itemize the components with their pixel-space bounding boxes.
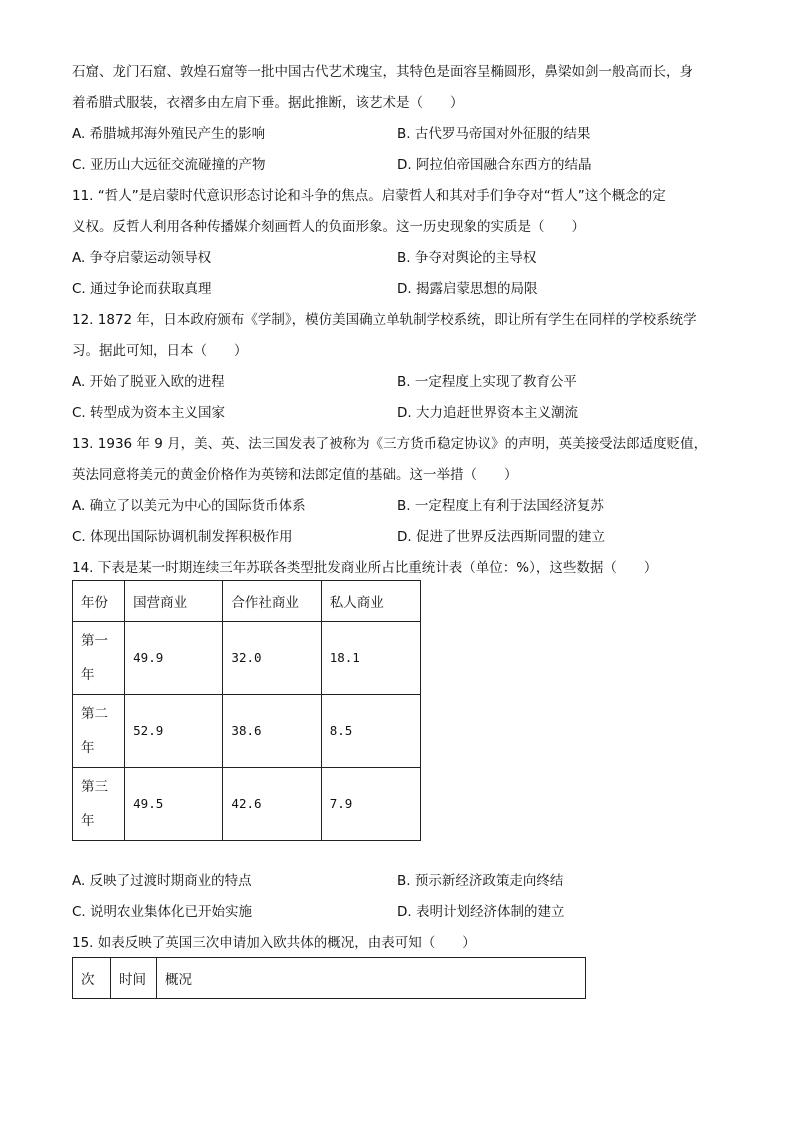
question-11-options bbox=[72, 248, 722, 299]
table-header-cell: 私人商业 bbox=[321, 581, 420, 622]
table-row bbox=[73, 622, 421, 695]
question-12-stem-line-1: 12. 1872 年，日本政府颁布《学制》，模仿美国确立单轨制学校系统，即让所有学生在同样的学校系统学 bbox=[72, 312, 697, 328]
question-10-stem-line-1: 石窟、龙门石窟、敦煌石窟等一批中国古代艺术瑰宝，其特色是面容呈椭圆形，鼻梁如剑一般高而长，身 bbox=[72, 64, 693, 80]
table-cell: 49.9 bbox=[125, 622, 223, 695]
table-header-cell: 年份 bbox=[73, 581, 125, 622]
option-d[interactable]: D. 大力追赶世界资本主义潮流 bbox=[397, 405, 578, 421]
table-cell: 18.1 bbox=[321, 622, 420, 695]
uk-eec-application-table bbox=[72, 957, 586, 999]
option-a[interactable]: A. 反映了过渡时期商业的特点 bbox=[72, 873, 252, 889]
year-line-1: 第三 bbox=[81, 779, 108, 795]
question-11-stem-line-2: 义权。反哲人利用各种传播媒介刻画哲人的负面形象。这一历史现象的实质是（ ） bbox=[72, 219, 585, 235]
question-11-stem-line-1: 11. “哲人”是启蒙时代意识形态讨论和斗争的焦点。启蒙哲人和其对手们争夺对“哲人”这个概念的定 bbox=[72, 188, 666, 204]
question-12-stem-line-2: 习。据此可知，日本（ ） bbox=[72, 343, 248, 359]
question-10-options bbox=[72, 124, 722, 175]
question-10 bbox=[72, 62, 722, 175]
option-d[interactable]: D. 促进了世界反法西斯同盟的建立 bbox=[397, 529, 605, 545]
question-15-stem: 15. 如表反映了英国三次申请加入欧共体的概况，由表可知（ ） bbox=[72, 935, 476, 951]
option-a[interactable]: A. 开始了脱亚入欧的进程 bbox=[72, 374, 225, 390]
option-c[interactable]: C. 转型成为资本主义国家 bbox=[72, 405, 226, 421]
option-b[interactable]: B. 古代罗马帝国对外征服的结果 bbox=[397, 126, 591, 142]
option-d[interactable]: D. 表明计划经济体制的建立 bbox=[397, 904, 565, 920]
question-11 bbox=[72, 186, 722, 299]
question-13-options bbox=[72, 496, 722, 547]
question-10-stem-line-2: 着希腊式服装，衣褶多由左肩下垂。据此推断，该艺术是（ ） bbox=[72, 95, 464, 111]
option-c[interactable]: C. 通过争论而获取真理 bbox=[72, 281, 212, 297]
table-year-cell bbox=[73, 695, 125, 768]
table-cell: 7.9 bbox=[321, 768, 420, 841]
table-row bbox=[73, 768, 421, 841]
exam-page bbox=[72, 62, 722, 999]
table-cell: 8.5 bbox=[321, 695, 420, 768]
table-cell: 52.9 bbox=[125, 695, 223, 768]
soviet-wholesale-table bbox=[72, 580, 421, 841]
year-line-1: 第二 bbox=[81, 706, 108, 722]
option-b[interactable]: B. 一定程度上实现了教育公平 bbox=[397, 374, 577, 390]
table-header-cell: 国营商业 bbox=[125, 581, 223, 622]
option-b[interactable]: B. 争夺对舆论的主导权 bbox=[397, 250, 537, 266]
question-14-stem: 14. 下表是某一时期连续三年苏联各类型批发商业所占比重统计表（单位：%），这些数据（ ） bbox=[72, 560, 658, 576]
table-header-cell: 次 bbox=[73, 958, 111, 999]
year-line-2: 年 bbox=[81, 740, 95, 756]
table-header-cell: 时间 bbox=[111, 958, 157, 999]
option-a[interactable]: A. 希腊城邦海外殖民产生的影响 bbox=[72, 126, 266, 142]
question-12 bbox=[72, 310, 722, 423]
question-14 bbox=[72, 558, 722, 922]
table-header-row bbox=[73, 581, 421, 622]
option-b[interactable]: B. 预示新经济政策走向终结 bbox=[397, 873, 564, 889]
option-a[interactable]: A. 争夺启蒙运动领导权 bbox=[72, 250, 212, 266]
option-c[interactable]: C. 亚历山大远征交流碰撞的产物 bbox=[72, 157, 266, 173]
option-c[interactable]: C. 说明农业集体化已开始实施 bbox=[72, 904, 253, 920]
question-13 bbox=[72, 434, 722, 547]
option-d[interactable]: D. 揭露启蒙思想的局限 bbox=[397, 281, 538, 297]
table-row bbox=[73, 695, 421, 768]
table-year-cell bbox=[73, 622, 125, 695]
option-c[interactable]: C. 体现出国际协调机制发挥积极作用 bbox=[72, 529, 293, 545]
year-line-2: 年 bbox=[81, 667, 95, 683]
table-cell: 32.0 bbox=[223, 622, 321, 695]
year-line-2: 年 bbox=[81, 813, 95, 829]
question-12-options bbox=[72, 372, 722, 423]
option-a[interactable]: A. 确立了以美元为中心的国际货币体系 bbox=[72, 498, 306, 514]
question-14-options bbox=[72, 871, 722, 922]
table-header-row bbox=[73, 958, 586, 999]
question-15 bbox=[72, 933, 722, 999]
table-header-cell: 合作社商业 bbox=[223, 581, 321, 622]
option-b[interactable]: B. 一定程度上有利于法国经济复苏 bbox=[397, 498, 604, 514]
question-13-stem-line-1: 13. 1936 年 9 月，美、英、法三国发表了被称为《三方货币稳定协议》的声明，英美接受法郎适度贬值， bbox=[72, 436, 708, 452]
table-cell: 42.6 bbox=[223, 768, 321, 841]
year-line-1: 第一 bbox=[81, 633, 108, 649]
table-year-cell bbox=[73, 768, 125, 841]
table-cell: 38.6 bbox=[223, 695, 321, 768]
table-header-cell: 概况 bbox=[157, 958, 586, 999]
option-d[interactable]: D. 阿拉伯帝国融合东西方的结晶 bbox=[397, 157, 592, 173]
question-13-stem-line-2: 英法同意将美元的黄金价格作为英镑和法郎定值的基础。这一举措（ ） bbox=[72, 467, 518, 483]
table-cell: 49.5 bbox=[125, 768, 223, 841]
